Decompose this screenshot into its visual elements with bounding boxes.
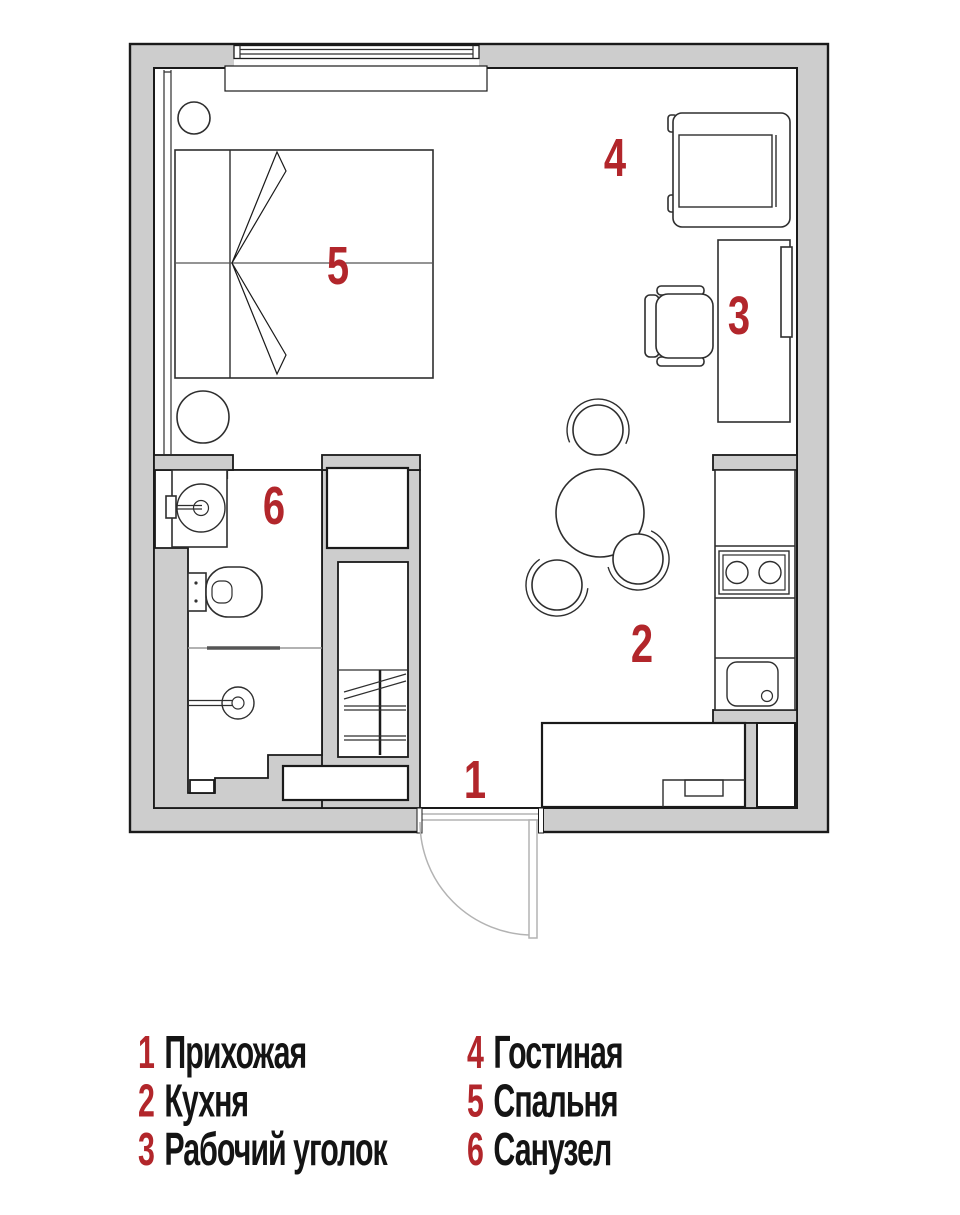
nightstand-bottom [177, 391, 229, 443]
legend-number: 2 [138, 1076, 155, 1128]
toilet-tank [188, 573, 206, 611]
toilet-bowl [206, 567, 262, 617]
nightstand-top [178, 102, 210, 134]
legend-item-5 [467, 1076, 618, 1127]
legend-number: 5 [467, 1076, 484, 1128]
kitchen-top-wall [713, 455, 797, 470]
plan-label-work-corner: 3 [727, 286, 751, 347]
legend-number: 1 [138, 1027, 155, 1079]
plan-label-living-room: 4 [603, 128, 627, 189]
plan-label-bathroom: 6 [262, 476, 286, 537]
kitchen-bottom-wall [713, 710, 797, 723]
dining-chair-right [613, 534, 663, 584]
window-sill [225, 66, 487, 91]
door-leaf [529, 820, 537, 938]
toilet-bolt-top [194, 581, 197, 584]
plan-label-bedroom: 5 [326, 236, 350, 297]
legend-number: 6 [467, 1124, 484, 1176]
legend-item-1 [138, 1028, 306, 1079]
toilet-bolt-bottom [194, 599, 197, 602]
legend-label: Прихожая [164, 1027, 307, 1079]
bathroom-niche [190, 780, 214, 793]
window-frame [234, 46, 479, 59]
legend-number: 4 [467, 1027, 484, 1079]
hall-closet-divider-wall [745, 723, 757, 808]
legend-label: Гостиная [493, 1027, 623, 1079]
legend-label: Кухня [164, 1076, 249, 1128]
entrance-door [417, 808, 544, 938]
kitchen-furniture [715, 470, 795, 710]
dining-chair-top [573, 405, 623, 455]
window [225, 46, 487, 92]
door-jamb-right [539, 808, 544, 833]
hall-closet-right [757, 723, 795, 807]
bathroom-top-wall [154, 455, 233, 470]
storage-cabinet-upper [327, 468, 408, 548]
legend-item-4 [467, 1028, 623, 1079]
legend-label: Рабочий уголок [164, 1124, 387, 1176]
legend-label: Санузел [493, 1124, 612, 1176]
legend-item-2 [138, 1076, 248, 1127]
bed [175, 150, 433, 378]
legend-item-3 [138, 1125, 388, 1176]
plan-label-kitchen: 2 [630, 614, 654, 675]
legend-item-6 [467, 1125, 611, 1176]
plan-label-hallway: 1 [463, 750, 487, 811]
legend-label: Спальня [493, 1076, 618, 1128]
hall-niche [283, 766, 408, 800]
office-chair-seat [656, 294, 713, 358]
legend [138, 1028, 623, 1176]
monitor [781, 247, 792, 337]
legend-number: 3 [138, 1124, 155, 1176]
hall-closet [542, 723, 745, 807]
door-swing-arc [420, 822, 533, 935]
dining-chair-left [532, 560, 582, 610]
wardrobe [338, 562, 408, 757]
faucet-base [166, 496, 176, 518]
